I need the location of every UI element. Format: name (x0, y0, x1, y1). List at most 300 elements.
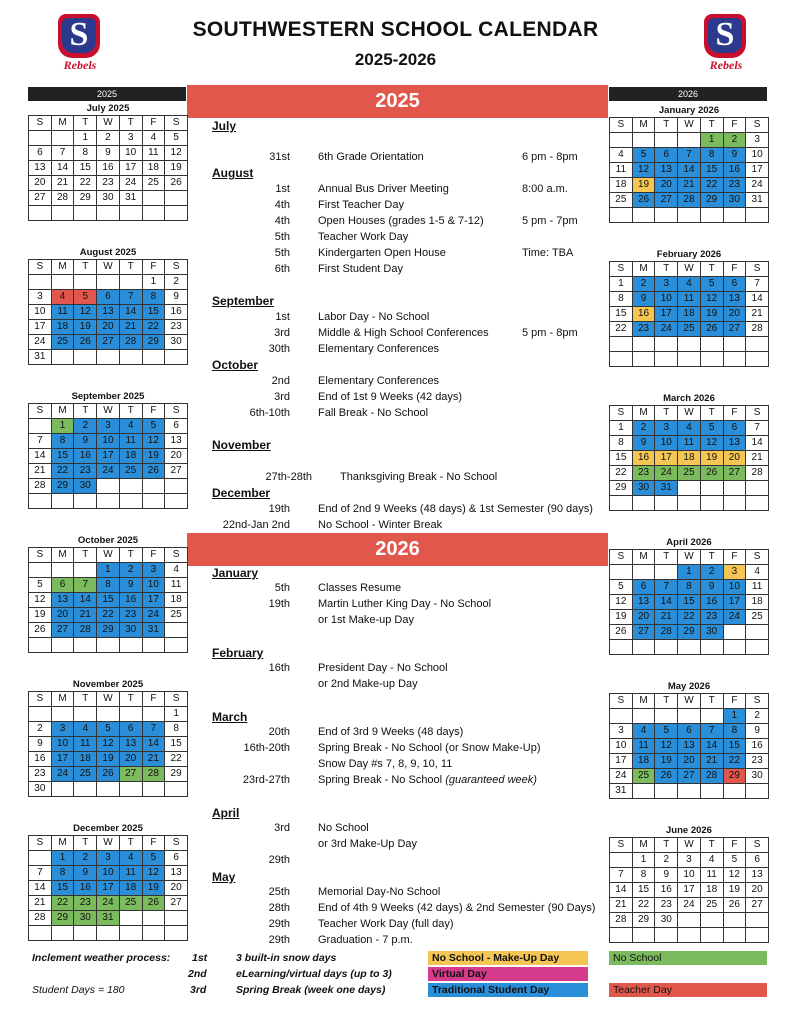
day-cell: 20 (97, 320, 120, 335)
empty-cell (142, 479, 165, 494)
day-cell: 4 (678, 421, 701, 436)
month-heading-september: September (212, 294, 275, 308)
day-cell: 14 (610, 883, 633, 898)
empty-cell (723, 640, 746, 655)
day-cell: 28 (746, 466, 769, 481)
weekday-header: F (142, 548, 165, 563)
day-cell: 20 (165, 881, 188, 896)
event-date: 20th (268, 726, 290, 738)
empty-cell (632, 709, 655, 724)
day-cell: 4 (746, 565, 769, 580)
event-date: 2nd (271, 375, 290, 387)
day-cell: 1 (632, 853, 655, 868)
event-text: or 3rd Make-Up Day (318, 838, 418, 850)
event-text: No School (318, 822, 369, 834)
day-cell: 25 (610, 193, 633, 208)
day-cell: 4 (142, 131, 165, 146)
day-cell: 19 (723, 883, 746, 898)
day-cell: 26 (723, 898, 746, 913)
weekday-header: T (119, 404, 142, 419)
weekday-header: S (29, 548, 52, 563)
day-cell: 6 (678, 724, 701, 739)
day-cell: 24 (678, 898, 701, 913)
day-cell: 15 (51, 881, 74, 896)
day-cell: 5 (723, 853, 746, 868)
day-cell: 27 (29, 191, 52, 206)
weekday-header: S (610, 838, 633, 853)
day-cell: 23 (746, 754, 769, 769)
day-cell: 28 (700, 769, 723, 784)
empty-cell (97, 707, 120, 722)
day-cell: 13 (165, 866, 188, 881)
day-cell: 29 (700, 193, 723, 208)
footer-num: 3rd (190, 984, 207, 996)
empty-cell (678, 928, 701, 943)
day-cell: 8 (632, 868, 655, 883)
day-cell: 6 (632, 580, 655, 595)
empty-cell (700, 352, 723, 367)
day-cell: 21 (51, 176, 74, 191)
empty-cell (655, 208, 678, 223)
weekday-header: T (700, 118, 723, 133)
day-cell: 29 (632, 913, 655, 928)
calendar-title: June 2026 (666, 825, 712, 836)
weekday-header: M (51, 692, 74, 707)
calendar-title: January 2026 (658, 105, 720, 116)
event-date: 6th-10th (249, 407, 290, 419)
empty-cell (746, 625, 769, 640)
footer-num: 1st (192, 952, 208, 964)
empty-cell (74, 563, 97, 578)
weekday-header: T (119, 116, 142, 131)
day-cell: 11 (119, 866, 142, 881)
day-cell: 11 (678, 292, 701, 307)
weekday-header: T (74, 836, 97, 851)
day-cell: 10 (97, 866, 120, 881)
day-cell: 31 (655, 481, 678, 496)
empty-cell (74, 206, 97, 221)
empty-cell (723, 352, 746, 367)
day-cell: 23 (74, 464, 97, 479)
calendar-grid (28, 259, 188, 365)
inclement-label: Inclement weather process: (32, 952, 171, 964)
day-cell: 16 (700, 595, 723, 610)
empty-cell (610, 565, 633, 580)
day-cell: 22 (723, 754, 746, 769)
weekday-header: S (746, 838, 769, 853)
day-cell: 18 (74, 752, 97, 767)
day-cell: 21 (29, 464, 52, 479)
empty-cell (165, 638, 188, 653)
day-cell: 23 (165, 320, 188, 335)
event-text: Snow Day #s 7, 8, 9, 10, 11 (318, 758, 453, 770)
day-cell: 20 (678, 754, 701, 769)
day-cell: 28 (678, 193, 701, 208)
day-cell: 12 (74, 305, 97, 320)
day-cell: 7 (678, 148, 701, 163)
day-cell: 13 (723, 292, 746, 307)
day-cell: 9 (165, 290, 188, 305)
empty-cell (723, 913, 746, 928)
weekday-header: T (74, 404, 97, 419)
day-cell: 28 (74, 623, 97, 638)
day-cell: 19 (142, 449, 165, 464)
empty-cell (655, 565, 678, 580)
day-cell: 14 (746, 436, 769, 451)
empty-cell (610, 133, 633, 148)
day-cell: 28 (51, 191, 74, 206)
day-cell: 7 (29, 434, 52, 449)
empty-cell (165, 350, 188, 365)
day-cell: 29 (51, 479, 74, 494)
empty-cell (165, 494, 188, 509)
day-cell: 1 (610, 277, 633, 292)
day-cell: 7 (142, 722, 165, 737)
empty-cell (165, 911, 188, 926)
calendar-grid (609, 117, 769, 223)
calendar-title: December 2025 (73, 823, 143, 834)
empty-cell (678, 709, 701, 724)
day-cell: 29 (97, 623, 120, 638)
event-date: 29th (268, 854, 290, 866)
empty-cell (74, 782, 97, 797)
event-time: 8:00 a.m. (522, 183, 568, 195)
day-cell: 14 (700, 739, 723, 754)
weekday-header: T (655, 838, 678, 853)
day-cell: 5 (655, 724, 678, 739)
calendar-title: March 2026 (663, 393, 715, 404)
day-cell: 30 (746, 769, 769, 784)
empty-cell (165, 206, 188, 221)
day-cell: 18 (678, 451, 701, 466)
event-date: 29th (268, 934, 290, 946)
day-cell: 15 (51, 449, 74, 464)
day-cell: 16 (74, 449, 97, 464)
empty-cell (74, 707, 97, 722)
day-cell: 17 (655, 451, 678, 466)
day-cell: 28 (142, 767, 165, 782)
day-cell: 2 (746, 709, 769, 724)
weekday-header: S (165, 692, 188, 707)
empty-cell (746, 784, 769, 799)
day-cell: 9 (74, 866, 97, 881)
calendar-grid (28, 115, 188, 221)
footer-num: 2nd (188, 968, 207, 980)
month-heading-december: December (212, 486, 271, 500)
day-cell: 25 (700, 898, 723, 913)
day-cell: 10 (29, 305, 52, 320)
empty-cell (142, 638, 165, 653)
empty-cell (632, 133, 655, 148)
day-cell: 11 (74, 737, 97, 752)
event-text: First Teacher Day (318, 199, 404, 211)
day-cell: 3 (723, 565, 746, 580)
day-cell: 21 (678, 178, 701, 193)
day-cell: 13 (165, 434, 188, 449)
month-heading-july: July (212, 119, 237, 133)
weekday-header: F (142, 260, 165, 275)
day-cell: 5 (700, 277, 723, 292)
day-cell: 15 (165, 737, 188, 752)
empty-cell (678, 352, 701, 367)
day-cell: 16 (655, 883, 678, 898)
day-cell: 1 (51, 851, 74, 866)
weekday-header: S (610, 262, 633, 277)
event-text: Memorial Day-No School (318, 886, 441, 898)
legend-virtual: Virtual Day (428, 967, 588, 981)
empty-cell (723, 337, 746, 352)
empty-cell (700, 928, 723, 943)
day-cell: 15 (678, 595, 701, 610)
day-cell: 24 (51, 767, 74, 782)
day-cell: 5 (610, 580, 633, 595)
weekday-header: S (29, 692, 52, 707)
month-heading-march: March (212, 710, 248, 724)
day-cell: 1 (74, 131, 97, 146)
event-text: Teacher Work Day (full day) (318, 918, 454, 930)
legend-no-school: No School (609, 951, 767, 965)
weekday-header: W (97, 116, 120, 131)
day-cell: 11 (746, 580, 769, 595)
weekday-header: T (655, 694, 678, 709)
page-subtitle: 2025-2026 (354, 50, 437, 69)
day-cell: 10 (610, 739, 633, 754)
weekday-header: F (142, 404, 165, 419)
weekday-header: T (655, 262, 678, 277)
day-cell: 17 (610, 754, 633, 769)
day-cell: 5 (142, 419, 165, 434)
day-cell: 26 (165, 176, 188, 191)
weekday-header: F (723, 838, 746, 853)
day-cell: 24 (29, 335, 52, 350)
calendar-august-2025 (28, 246, 188, 365)
day-cell: 22 (97, 608, 120, 623)
day-cell: 30 (632, 481, 655, 496)
empty-cell (746, 337, 769, 352)
event-text: President Day - No School (318, 662, 448, 674)
day-cell: 11 (51, 305, 74, 320)
weekday-header: F (723, 550, 746, 565)
empty-cell (723, 496, 746, 511)
empty-cell (700, 337, 723, 352)
logo-letter: S (69, 15, 89, 53)
empty-cell (610, 208, 633, 223)
day-cell: 8 (142, 290, 165, 305)
weekday-header: T (700, 838, 723, 853)
weekday-header: S (165, 404, 188, 419)
day-cell: 30 (74, 911, 97, 926)
empty-cell (610, 709, 633, 724)
weekday-header: W (678, 694, 701, 709)
day-cell: 30 (74, 479, 97, 494)
weekday-header: S (29, 404, 52, 419)
event-date: 5th (274, 582, 290, 594)
empty-cell (610, 352, 633, 367)
empty-cell (632, 784, 655, 799)
day-cell: 2 (700, 565, 723, 580)
month-heading-january: January (212, 566, 259, 580)
event-text: Labor Day - No School (318, 311, 430, 323)
day-cell: 14 (746, 292, 769, 307)
event-text: Elementary Conferences (318, 375, 440, 387)
day-cell: 2 (74, 419, 97, 434)
day-cell: 5 (165, 131, 188, 146)
day-cell: 22 (142, 320, 165, 335)
empty-cell (142, 206, 165, 221)
day-cell: 22 (632, 898, 655, 913)
day-cell: 1 (97, 563, 120, 578)
day-cell: 11 (700, 868, 723, 883)
day-cell: 14 (29, 881, 52, 896)
empty-cell (632, 928, 655, 943)
day-cell: 26 (632, 193, 655, 208)
footer-text: eLearning/virtual days (up to 3) (236, 968, 392, 980)
day-cell: 14 (119, 305, 142, 320)
day-cell: 2 (119, 563, 142, 578)
day-cell: 9 (632, 292, 655, 307)
day-cell: 6 (119, 722, 142, 737)
event-date: 25th (268, 886, 290, 898)
day-cell: 13 (655, 163, 678, 178)
calendar-title: November 2025 (72, 679, 144, 690)
day-cell: 17 (655, 307, 678, 322)
day-cell: 22 (74, 176, 97, 191)
day-cell: 25 (119, 464, 142, 479)
empty-cell (142, 782, 165, 797)
day-cell: 30 (655, 913, 678, 928)
empty-cell (746, 928, 769, 943)
day-cell: 1 (678, 565, 701, 580)
calendar-november-2025 (28, 678, 188, 797)
day-cell: 27 (723, 322, 746, 337)
day-cell: 18 (700, 883, 723, 898)
empty-cell (655, 337, 678, 352)
day-cell: 27 (746, 898, 769, 913)
empty-cell (51, 131, 74, 146)
weekday-header: T (119, 836, 142, 851)
day-cell: 4 (700, 853, 723, 868)
day-cell: 17 (723, 595, 746, 610)
day-cell: 24 (655, 466, 678, 481)
day-cell: 12 (723, 868, 746, 883)
day-cell: 29 (723, 769, 746, 784)
day-cell: 16 (97, 161, 120, 176)
day-cell: 31 (29, 350, 52, 365)
day-cell: 8 (74, 146, 97, 161)
day-cell: 20 (51, 608, 74, 623)
day-cell: 12 (700, 436, 723, 451)
empty-cell (655, 352, 678, 367)
day-cell: 6 (165, 851, 188, 866)
day-cell: 9 (97, 146, 120, 161)
legend-teacher-day: Teacher Day (609, 983, 767, 997)
day-cell: 25 (746, 610, 769, 625)
empty-cell (700, 481, 723, 496)
day-cell: 31 (746, 193, 769, 208)
calendar-grid (609, 837, 769, 943)
day-cell: 7 (700, 724, 723, 739)
day-cell: 3 (97, 419, 120, 434)
day-cell: 12 (29, 593, 52, 608)
day-cell: 24 (142, 608, 165, 623)
day-cell: 22 (51, 896, 74, 911)
day-cell: 19 (97, 752, 120, 767)
empty-cell (678, 913, 701, 928)
day-cell: 19 (655, 754, 678, 769)
day-cell: 27 (119, 767, 142, 782)
day-cell: 11 (632, 739, 655, 754)
event-text: First Student Day (318, 263, 403, 275)
day-cell: 22 (610, 322, 633, 337)
day-cell: 16 (746, 739, 769, 754)
day-cell: 20 (165, 449, 188, 464)
day-cell: 20 (632, 610, 655, 625)
empty-cell (655, 640, 678, 655)
day-cell: 31 (97, 911, 120, 926)
weekday-header: F (723, 406, 746, 421)
event-time: 5 pm - 8pm (522, 327, 578, 339)
empty-cell (678, 496, 701, 511)
empty-cell (655, 784, 678, 799)
empty-cell (678, 133, 701, 148)
day-cell: 8 (51, 866, 74, 881)
empty-cell (700, 784, 723, 799)
empty-cell (29, 131, 52, 146)
day-cell: 2 (632, 277, 655, 292)
empty-cell (165, 191, 188, 206)
empty-cell (29, 419, 52, 434)
event-text: Annual Bus Driver Meeting (318, 183, 449, 195)
day-cell: 13 (119, 737, 142, 752)
legend-makeup: No School - Make-Up Day (428, 951, 588, 965)
weekday-header: M (632, 550, 655, 565)
day-cell: 28 (29, 479, 52, 494)
day-cell: 13 (723, 436, 746, 451)
day-cell: 8 (723, 724, 746, 739)
day-cell: 17 (746, 163, 769, 178)
day-cell: 18 (746, 595, 769, 610)
weekday-header: F (723, 262, 746, 277)
day-cell: 3 (655, 421, 678, 436)
day-cell: 29 (142, 335, 165, 350)
empty-cell (51, 275, 74, 290)
day-cell: 3 (142, 563, 165, 578)
calendar-grid (28, 835, 188, 941)
empty-cell (97, 926, 120, 941)
day-cell: 20 (655, 178, 678, 193)
event-text: 6th Grade Orientation (318, 151, 424, 163)
empty-cell (165, 479, 188, 494)
day-cell: 23 (29, 767, 52, 782)
empty-cell (700, 913, 723, 928)
calendar-december-2025 (28, 822, 188, 941)
weekday-header: S (610, 406, 633, 421)
year-banner-2026: 2026 (187, 533, 608, 566)
empty-cell (678, 337, 701, 352)
weekday-header: M (632, 838, 655, 853)
day-cell: 20 (723, 451, 746, 466)
day-cell: 9 (700, 580, 723, 595)
day-cell: 1 (610, 421, 633, 436)
day-cell: 30 (97, 191, 120, 206)
day-cell: 17 (97, 449, 120, 464)
day-cell: 25 (51, 335, 74, 350)
empty-cell (678, 208, 701, 223)
empty-cell (51, 926, 74, 941)
empty-cell (51, 206, 74, 221)
day-cell: 20 (119, 752, 142, 767)
empty-cell (678, 481, 701, 496)
